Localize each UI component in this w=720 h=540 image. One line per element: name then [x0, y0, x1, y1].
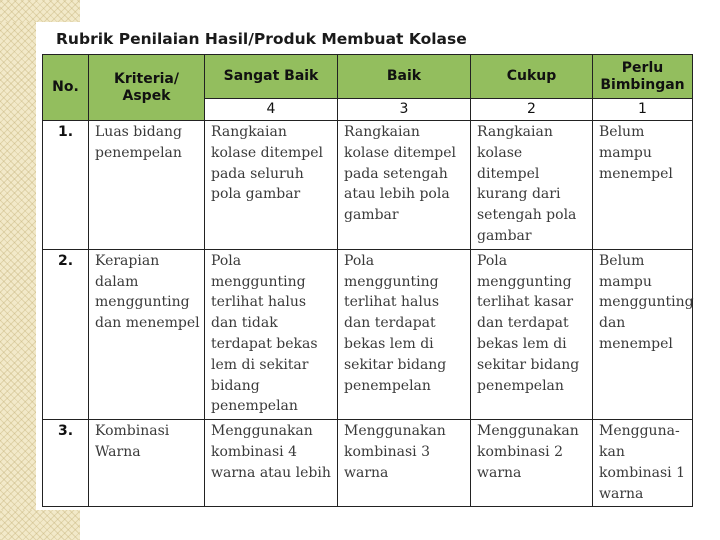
decorative-border-top: [0, 0, 80, 22]
header-sangat-baik: Sangat Baik: [205, 55, 338, 99]
table-row: [43, 121, 693, 250]
decorative-border-left: [0, 0, 36, 540]
rubric-table: [42, 54, 693, 507]
header-no: No.: [43, 55, 89, 121]
row-number: 1.: [43, 121, 89, 250]
score-sangat-baik: 4: [205, 99, 338, 121]
header-perlu-bimbingan: Perlu Bimbingan: [593, 55, 693, 99]
cell-perlu-bimbingan: Belum mampu menggunting dan menempel: [593, 249, 693, 419]
score-cukup: 2: [471, 99, 593, 121]
cell-sangat-baik: Rangkaian kolase ditempel pada seluruh pola gambar: [205, 121, 338, 250]
row-number: 3.: [43, 420, 89, 507]
cell-cukup: Rangkaian kolase ditempel kurang dari setengah pola gambar: [471, 121, 593, 250]
score-baik: 3: [338, 99, 471, 121]
decorative-border-bottom: [0, 510, 80, 540]
row-kriteria: Kombinasi Warna: [89, 420, 205, 507]
cell-baik: Pola menggunting terlihat halus dan terdapat bekas lem di sekitar bidang penempelan: [338, 249, 471, 419]
header-row: [43, 55, 693, 99]
header-kriteria: Kriteria/ Aspek: [89, 55, 205, 121]
page-title: Rubrik Penilaian Hasil/Produk Membuat Kolase: [56, 30, 467, 48]
header-baik: Baik: [338, 55, 471, 99]
table-row: [43, 420, 693, 507]
cell-perlu-bimbingan: Belum mampu menempel: [593, 121, 693, 250]
cell-sangat-baik: Pola menggunting terlihat halus dan tidak terdapat bekas lem di sekitar bidang penempelan: [205, 249, 338, 419]
row-kriteria: Luas bidang penempelan: [89, 121, 205, 250]
document-page: [36, 22, 720, 510]
cell-baik: Rangkaian kolase ditempel pada setengah atau lebih pola gambar: [338, 121, 471, 250]
row-kriteria: Kerapian dalam menggunting dan menempel: [89, 249, 205, 419]
header-cukup: Cukup: [471, 55, 593, 99]
cell-perlu-bimbingan: Mengguna-kan kombinasi 1 warna: [593, 420, 693, 507]
cell-sangat-baik: Menggunakan kombinasi 4 warna atau lebih: [205, 420, 338, 507]
cell-baik: Menggunakan kombinasi 3 warna: [338, 420, 471, 507]
table-row: [43, 249, 693, 419]
score-perlu-bimbingan: 1: [593, 99, 693, 121]
row-number: 2.: [43, 249, 89, 419]
cell-cukup: Menggunakan kombinasi 2 warna: [471, 420, 593, 507]
cell-cukup: Pola menggunting terlihat kasar dan terdapat bekas lem di sekitar bidang penempelan: [471, 249, 593, 419]
